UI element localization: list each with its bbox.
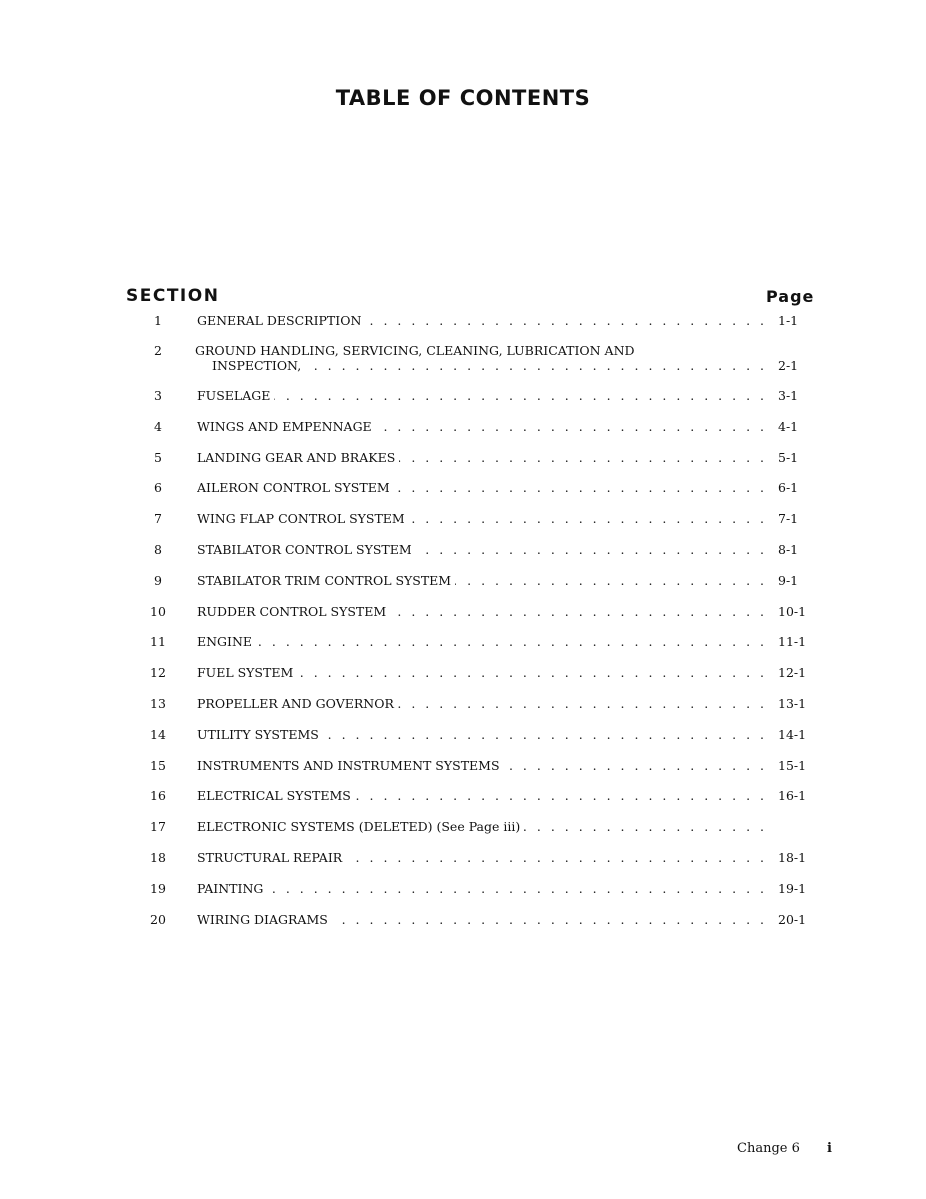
toc-entry[interactable]: [0, 417, 926, 437]
toc-entry-title: WING FLAP CONTROL SYSTEM: [197, 511, 409, 526]
toc-entry-leader: [197, 478, 767, 498]
toc-entry-page: 12-1: [778, 665, 807, 681]
toc-entry-leader: [197, 448, 767, 468]
toc-entry-title: FUSELAGE: [197, 388, 274, 403]
toc-entry-number: 17: [150, 819, 166, 835]
toc-entry-leader: [197, 509, 767, 529]
toc-entry-page: 15-1: [778, 757, 807, 773]
toc-entry[interactable]: [0, 879, 926, 899]
toc-entry-page: 20-1: [778, 911, 807, 927]
toc-entry-title: STABILATOR CONTROL SYSTEM: [197, 542, 416, 557]
toc-entry-number: 13: [150, 696, 166, 711]
page-title: TABLE OF CONTENTS: [335, 86, 591, 110]
toc-entry-page: 10-1: [778, 603, 807, 619]
toc-entry[interactable]: [0, 602, 926, 622]
toc-entry[interactable]: [0, 311, 926, 331]
toc-entry-number: 6: [154, 480, 162, 496]
toc-entry-number: 16: [150, 788, 166, 804]
toc-entry-leader: [197, 663, 767, 683]
toc-entry[interactable]: [0, 694, 926, 714]
toc-entry-number: 4: [154, 418, 162, 434]
toc-entry-title: UTILITY SYSTEMS: [197, 727, 323, 742]
toc-entry-leader: [197, 632, 767, 652]
toc-entry[interactable]: [0, 756, 926, 776]
toc-entry-number: 12: [150, 665, 166, 681]
toc-entry-leader: [197, 879, 767, 899]
toc-entry-leader: [197, 848, 767, 868]
toc-entry-number: 15: [150, 757, 166, 773]
toc-entry[interactable]: [0, 343, 926, 376]
toc-entry[interactable]: [0, 817, 926, 837]
toc-entry-title: WINGS AND EMPENNAGE: [197, 419, 376, 434]
toc-entry-leader: [197, 786, 767, 806]
toc-entry-leader: [197, 540, 767, 560]
toc-entry-number: 7: [154, 511, 162, 527]
toc-entry-title: PAINTING: [197, 881, 267, 896]
toc-entry-leader: [197, 756, 767, 776]
toc-entry-number: 3: [154, 388, 162, 403]
toc-entry-page: 13-1: [778, 696, 807, 711]
toc-entry-page: 16-1: [778, 788, 807, 804]
toc-entry-title: ELECTRONIC SYSTEMS (DELETED) (See Page iii): [197, 819, 524, 834]
toc-entry-title: WIRING DIAGRAMS: [197, 912, 332, 927]
toc-entry-page: 9-1: [778, 572, 799, 588]
toc-entry-title: STRUCTURAL REPAIR: [197, 850, 346, 865]
toc-entry-title: LANDING GEAR AND BRAKES: [197, 450, 399, 465]
toc-entry-number: 2: [154, 343, 162, 358]
toc-entry-title: INSTRUMENTS AND INSTRUMENT SYSTEMS: [197, 758, 504, 773]
toc-entry-title: INSPECTION,: [212, 358, 305, 373]
toc-entry[interactable]: [0, 540, 926, 560]
toc-entry-leader: [197, 725, 767, 745]
change-label: Change 6: [737, 1141, 800, 1156]
toc-entry[interactable]: [0, 663, 926, 683]
toc-entry-leader: [197, 602, 767, 622]
toc-entry-title: ENGINE: [197, 634, 256, 649]
toc-entry-leader: [197, 571, 767, 591]
toc-entry[interactable]: [0, 786, 926, 806]
toc-entry-number: 9: [154, 572, 162, 588]
toc-entry-page: 14-1: [778, 726, 807, 742]
toc-entry-leader: [197, 817, 767, 837]
toc-entry-leader: [197, 694, 767, 714]
toc-entry-title: STABILATOR TRIM CONTROL SYSTEM: [197, 573, 455, 588]
toc-entry-page: 4-1: [778, 418, 799, 434]
section-column-header: SECTION: [126, 286, 220, 306]
toc-entry-number: 18: [150, 850, 166, 865]
toc-entry[interactable]: [0, 509, 926, 529]
toc-entry[interactable]: [0, 910, 926, 930]
toc-entry-title: GENERAL DESCRIPTION: [197, 313, 365, 328]
toc-entry-page: 19-1: [778, 880, 807, 896]
toc-entry-page: 5-1: [778, 449, 799, 465]
toc-entry-number: 5: [154, 449, 162, 465]
page-column-header: Page: [766, 287, 815, 306]
toc-entry-title: FUEL SYSTEM: [197, 665, 297, 680]
toc-entry-leader: [197, 311, 767, 331]
toc-entry-number: 14: [150, 726, 166, 742]
toc-entry[interactable]: [0, 632, 926, 652]
page-number: i: [827, 1141, 832, 1156]
toc-entry-leader: [212, 356, 767, 376]
toc-entry-leader: [197, 386, 767, 406]
toc-entry-page: 2-1: [778, 358, 799, 373]
toc-entry-number: 10: [150, 603, 166, 619]
toc-entry-page: 6-1: [778, 480, 799, 496]
toc-entry-leader: [197, 417, 767, 437]
toc-entry-number: 8: [154, 542, 162, 557]
toc-entry-title-line1: GROUND HANDLING, SERVICING, CLEANING, LUBRICATION AND: [195, 343, 635, 358]
toc-entry-number: 11: [150, 634, 166, 650]
toc-entry-leader: [197, 910, 767, 930]
toc-entry-page: 11-1: [778, 634, 807, 650]
toc-entry[interactable]: [0, 848, 926, 868]
toc-entry-number: 20: [150, 911, 166, 927]
toc-entry-title: PROPELLER AND GOVERNOR: [197, 696, 398, 711]
toc-entry[interactable]: [0, 725, 926, 745]
toc-entry-number: 1: [154, 313, 162, 328]
toc-entry-number: 19: [150, 880, 166, 896]
toc-entry[interactable]: [0, 386, 926, 406]
toc-entry-page: 18-1: [778, 850, 807, 865]
toc-entry[interactable]: [0, 478, 926, 498]
toc-entry-page: 1-1: [778, 313, 799, 328]
toc-entry-page: 8-1: [778, 542, 799, 557]
toc-entry-page: 7-1: [778, 511, 799, 527]
toc-entry[interactable]: [0, 448, 926, 468]
toc-entry-page: 3-1: [778, 388, 799, 403]
toc-entry-title: RUDDER CONTROL SYSTEM: [197, 604, 390, 619]
toc-entry[interactable]: [0, 571, 926, 591]
toc-entry-title: ELECTRICAL SYSTEMS: [197, 788, 355, 803]
toc-entry-title: AILERON CONTROL SYSTEM: [197, 480, 394, 495]
